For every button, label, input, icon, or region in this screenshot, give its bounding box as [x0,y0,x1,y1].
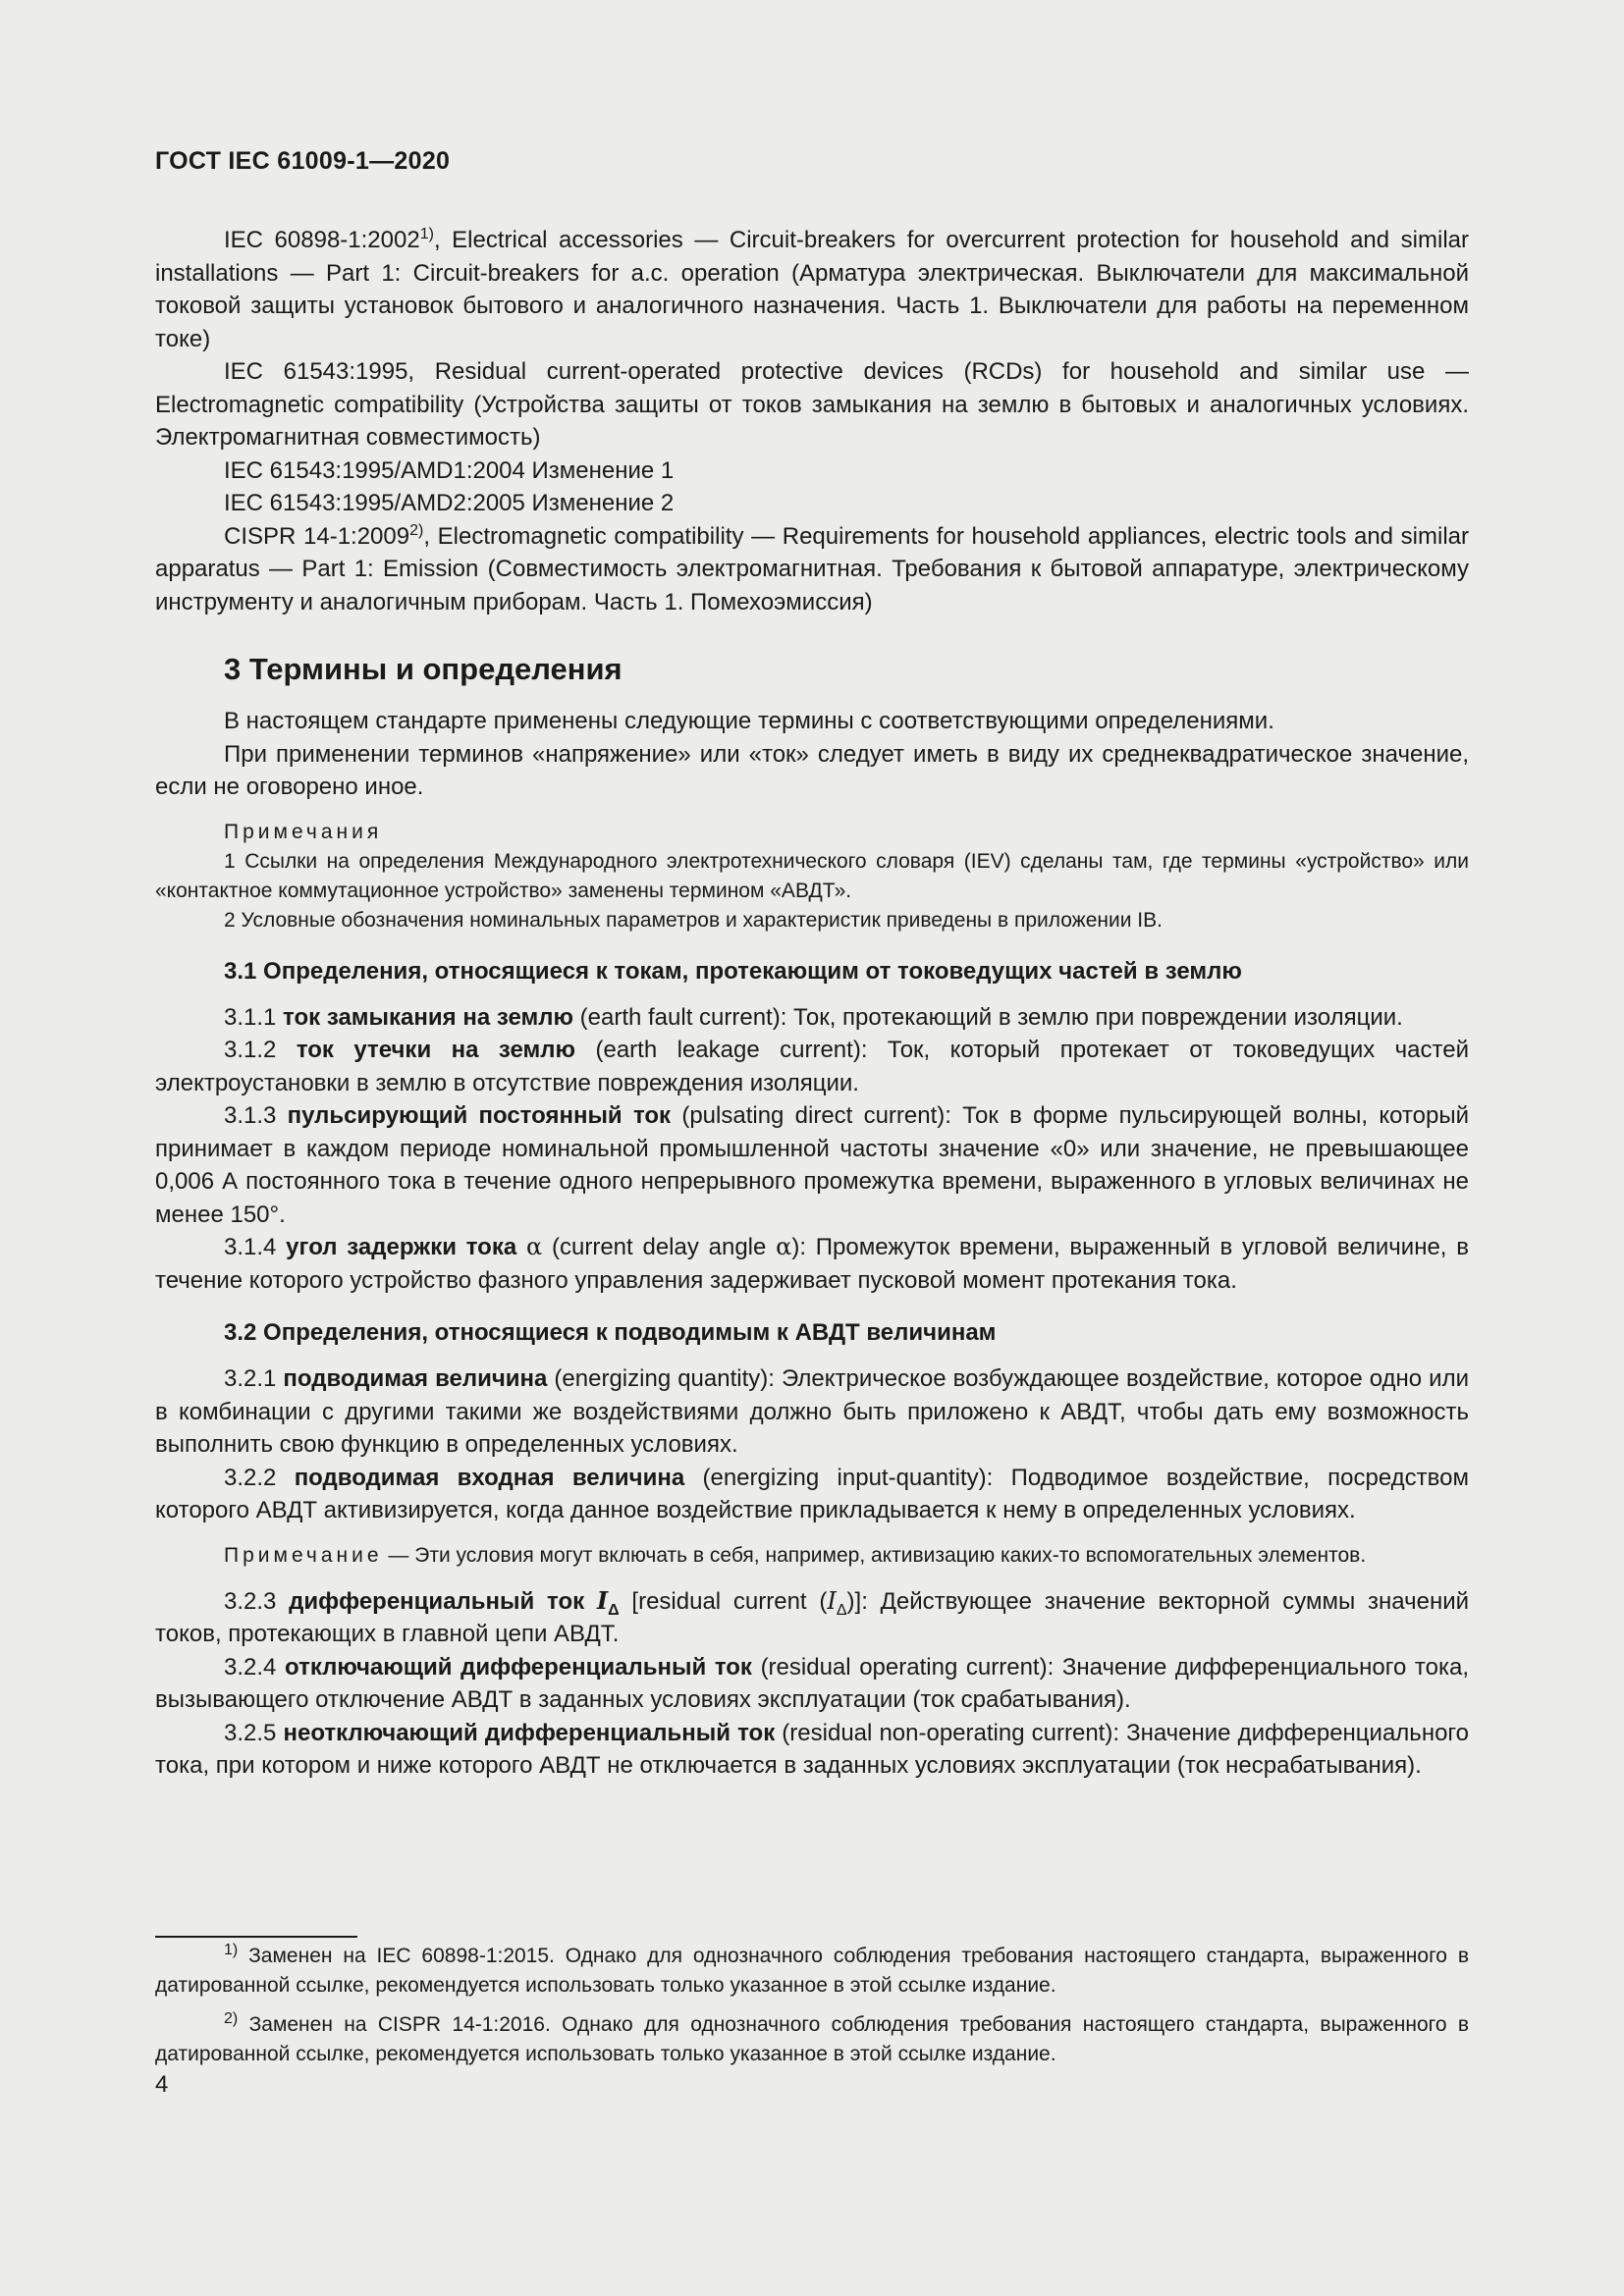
footnote-2: $^{2)}$ Заменен на CISPR 14-1:2016. Однако для однозначного соблюдения требования настоящего стандарта, выраженного в датированной ссылке, рекомендуется использовать только указанное в этой ссылке издание. [155,2010,1469,2065]
section-3-paragraph: При применении терминов «напряжение» или «ток» следует иметь в виду их среднеквадратическое значение, если не оговорено иное. [155,740,1469,800]
footnote-divider [155,1936,357,1938]
term-3-2-2: 3.2.2 подводимая входная величина (energizing input-quantity): Подводимое воздействие, посредством которого АВДТ активизируется, когда данное воздействие прикладывается к нему в определенных условиях. [155,1464,1469,1523]
footnotes [155,1936,1469,2079]
note-1: 1 Ссылки на определения Международного электротехнического словаря (IEV) сделаны там, где термины «устройство» или «контактное коммутационное устройство» заменены термином «АВДТ». [155,849,1469,902]
notes-heading: Примечания [224,820,383,843]
alpha-symbol: α [526,1233,543,1260]
section-3-1-title: 3.1 Определения, относящиеся к токам, протекающим от токоведущих частей в землю [224,957,1242,985]
section-3-2-title: 3.2 Определения, относящиеся к подводимым к АВДТ величинам [224,1319,997,1346]
term-3-2-5: 3.2.5 неотключающий дифференциальный ток (residual non-operating current): Значение дифференциального тока, при котором и ниже которого АВДТ не отключается в заданных условиях эксплуатации (ток несрабатывания). [155,1719,1469,1779]
term-3-2-1: 3.2.1 подводимая величина (energizing quantity): Электрическое возбуждающее воздействие, которое одно или в комбинации с другими такими же воздействиями должно быть приложено к АВДТ, чтобы дать ему возможность выполнить свою функцию в определенных условиях. [155,1365,1470,1458]
alpha-symbol: α [776,1233,792,1260]
reference-iec-60898: IEC 60898-1:2002$^{1)}$, Electrical accessories — Circuit-breakers for overcurrent protection for household and similar installations — Part 1: Circuit-breakers for a.c. operation (Арматура электрическая. Выключатели для максимальной токовой защиты установок бытового и аналогичного назначения. Часть 1. Выключатели для работы на переменном токе) [155,226,1469,352]
reference-iec-61543: IEC 61543:1995, Residual current-operated protective devices (RCDs) for household and similar use — Electromagnetic compatibility (Устройства защиты от токов замыкания на землю в бытовых и аналогичных условиях. Электромагнитная совместимость) [155,358,1469,451]
reference-amd2: IEC 61543:1995/AMD2:2005 Изменение 2 [224,490,675,516]
term-3-1-3: 3.1.3 пульсирующий постоянный ток (pulsating direct current): Ток в форме пульсирующей волны, который принимает в каждом периоде номинальной промышленной частоты значение «0» или значение, не превышающее 0,006 А постоянного тока в течение одного непрерывного промежутка времени, выраженного в угловых величинах не менее 150°. [155,1102,1470,1228]
footnote-1: $^{1)}$ Заменен на IEC 60898-1:2015. Однако для однозначного соблюдения требования настоящего стандарта, выраженного в датированной ссылке, рекомендуется использовать только указанное в этой ссылке издание. [155,1942,1469,1997]
document-header: ГОСТ IEC 61009-1—2020 [155,147,451,175]
residual-current-symbol: I [596,1585,609,1615]
footnote-ref-2[interactable]: 2) [409,521,424,539]
reference-amd1: IEC 61543:1995/AMD1:2004 Изменение 1 [224,456,675,484]
term-3-2-3: 3.2.3 дифференциальный ток $I_\Delta$ [residual current $(I_\Delta)$]: Действующее значение векторной суммы значений токов, протекающих в главной цепи АВДТ. [155,1585,1470,1647]
term-3-2-4: 3.2.4 отключающий дифференциальный ток (residual operating current): Значение дифференциального тока, вызывающего отключение АВДТ в заданных условиях эксплуатации (ток срабатывания). [155,1653,1470,1713]
note-3-2-2: Примечание — Эти условия могут включать в себя, например, активизацию каких-то вспомогательных элементов. [224,1543,1367,1567]
term-3-1-1: 3.1.1 ток замыкания на землю (earth fault current): Ток, протекающий в землю при повреждении изоляции. [224,1003,1403,1031]
section-3-paragraph: В настоящем стандарте применены следующие термины с соответствующими определениями. [224,708,1274,734]
reference-cispr: CISPR 14-1:2009$^{2)}$, Electromagnetic compatibility — Requirements for household appliances, electric tools and similar apparatus — Part 1: Emission (Совместимость электромагнитная. Требования к бытовой аппаратуре, электрическому инструменту и аналогичным приборам. Часть 1. Помехоэмиссия) [155,521,1470,615]
term-3-1-4: 3.1.4 угол задержки тока α (current delay angle α): Промежуток времени, выраженный в угловой величине, в течение которого устройство фазного управления задерживает пусковой момент протекания тока. [155,1233,1470,1294]
section-3-title: 3 Термины и определения [224,652,623,686]
note-2: 2 Условные обозначения номинальных параметров и характеристик приведены в приложении IB. [224,908,1163,932]
term-3-1-2: 3.1.2 ток утечки на землю (earth leakage current): Ток, который протекает от токоведущих частей электроустановки в землю в отсутствие повреждения изоляции. [155,1037,1469,1096]
footnote-ref-1[interactable]: 1) [419,226,434,242]
document-body [155,224,1469,1783]
page-number: 4 [155,2071,169,2098]
